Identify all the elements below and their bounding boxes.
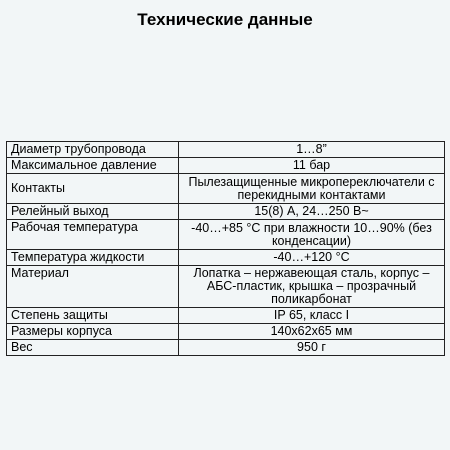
- table-row: [7, 174, 445, 204]
- value-cell: IP 65, класс I: [179, 308, 445, 324]
- spec-table: [6, 141, 445, 356]
- table-row: [7, 220, 445, 250]
- value-cell: 950 г: [179, 340, 445, 356]
- param-cell: Максимальное давление: [7, 158, 179, 174]
- value-cell: Лопатка – нержавеющая сталь, корпус – АБС-пластик, крышка – прозрачный поликарбонат: [179, 266, 445, 308]
- param-cell: Рабочая температура: [7, 220, 179, 250]
- table-row: [7, 158, 445, 174]
- table-row: [7, 204, 445, 220]
- param-cell: Температура жидкости: [7, 250, 179, 266]
- table-row: [7, 266, 445, 308]
- param-cell: Диаметр трубопровода: [7, 142, 179, 158]
- table-row: [7, 340, 445, 356]
- value-cell: 140х62х65 мм: [179, 324, 445, 340]
- value-cell: -40…+120 °С: [179, 250, 445, 266]
- param-cell: Релейный выход: [7, 204, 179, 220]
- table-row: [7, 308, 445, 324]
- table-row: [7, 324, 445, 340]
- value-cell: 11 бар: [179, 158, 445, 174]
- param-cell: Степень защиты: [7, 308, 179, 324]
- table-row: [7, 142, 445, 158]
- value-cell: -40…+85 °С при влажности 10…90% (без конденсации): [179, 220, 445, 250]
- table-row: [7, 250, 445, 266]
- param-cell: Вес: [7, 340, 179, 356]
- param-cell: Размеры корпуса: [7, 324, 179, 340]
- param-cell: Контакты: [7, 174, 179, 204]
- param-cell: Материал: [7, 266, 179, 308]
- value-cell: 15(8) А, 24…250 В~: [179, 204, 445, 220]
- value-cell: Пылезащищенные микропереключатели с перекидными контактами: [179, 174, 445, 204]
- value-cell: 1…8”: [179, 142, 445, 158]
- page-title: Технические данные: [137, 10, 313, 29]
